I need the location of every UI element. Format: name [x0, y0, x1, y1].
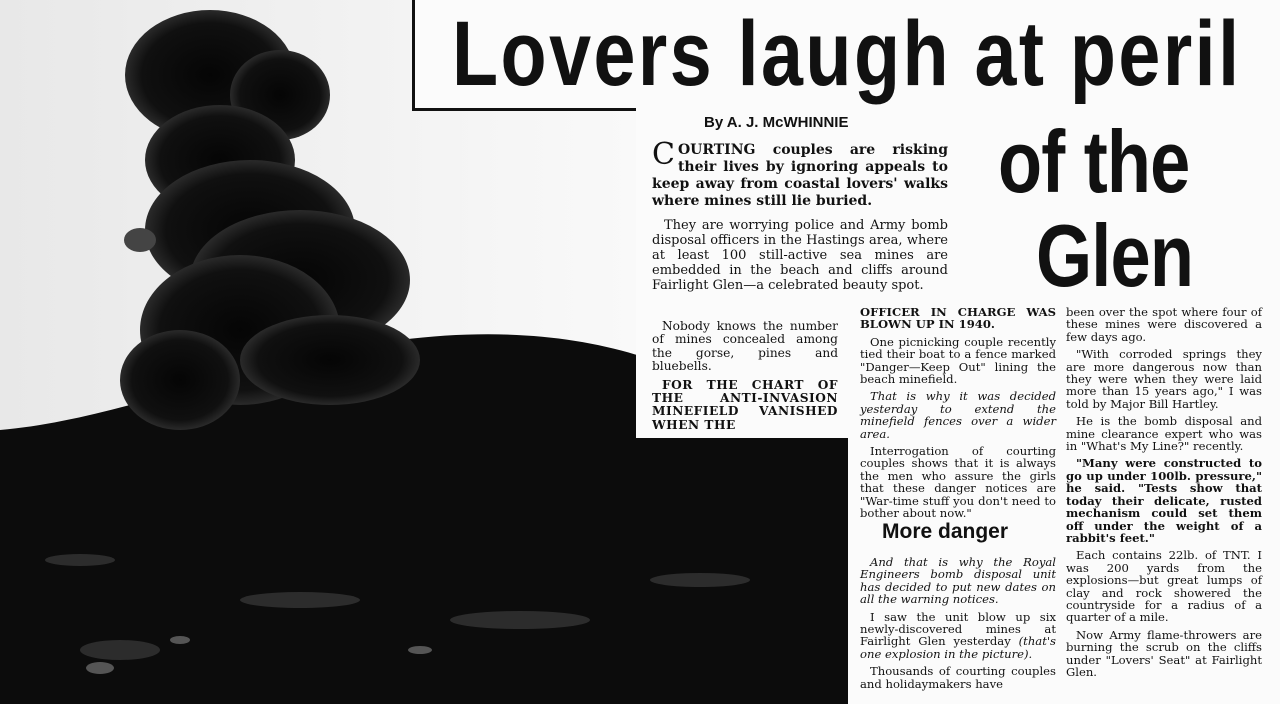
paragraph: Nobody knows the number of mines concealed among the gorse, pines and bluebells. — [652, 319, 838, 374]
paragraph: Each contains 22lb. of TNT. I was 200 yards from the explosions—but great lumps of clay and rock showered the countryside for a radius of a quarter of a mile. — [1066, 548, 1262, 625]
article-column-2 — [860, 306, 1056, 525]
lead-paragraph — [652, 137, 948, 210]
paragraph-italic: That is why it was decided yesterday to extend the minefield fences over a wider area. — [860, 389, 1056, 441]
paragraph: Now Army flame-throwers are burning the scrub on the cliffs under "Lovers' Seat" at Fairlight Glen. — [1066, 627, 1262, 679]
article-column-1 — [652, 218, 948, 298]
paragraph: One picnicking couple recently tied their boat to a fence marked "Danger—Keep Out" lining the beach minefield. — [860, 334, 1056, 387]
paragraph: They are worrying police and Army bomb disposal officers in the Hastings area, where at least 100 still-active sea mines are embedded in the beach and cliffs around Fairlight Glen—a celebrated beauty spot. — [652, 218, 948, 293]
paragraph-italic-text: (that's one explosion in the picture). — [860, 634, 1056, 661]
headline-line-1: Lovers laugh at peril — [452, 3, 1242, 105]
article-column-1-lower — [652, 320, 838, 437]
byline: By A. J. McWHINNIE — [704, 114, 849, 131]
paragraph: "With corroded springs they are more dangerous now than they were when they were laid more than 15 years ago," I was told by Major Bill Hartley. — [1066, 347, 1262, 411]
subheading: More danger — [882, 520, 1009, 543]
lead-text: OURTING couples are risking their lives by ignoring appeals to keep away from coastal lovers' walks where mines still lie buried. — [652, 142, 948, 209]
paragraph-text: I saw the unit blow up six newly-discovered mines at Fairlight Glen yesterday — [860, 609, 1056, 649]
drop-cap: C — [652, 137, 675, 172]
paragraph: Interrogation of courting couples shows that it is always the men who assure the girls that these danger notices are "War-time stuff you don't need to bother about now." — [860, 444, 1056, 521]
article-column-3 — [1066, 306, 1262, 683]
paragraph — [860, 611, 1056, 661]
paragraph: Thousands of courting couples and holidaymakers have — [860, 664, 1056, 691]
headline-line-3: Glen — [1036, 206, 1194, 305]
article-column-2-lower — [860, 556, 1056, 695]
paragraph: He is the bomb disposal and mine clearance expert who was in "What's My Line?" recently. — [1066, 414, 1262, 454]
headline-line-2: of the — [998, 112, 1190, 211]
paragraph-caps: OFFICER IN CHARGE WAS BLOWN UP IN 1940. — [860, 305, 1056, 332]
paragraph-bold: "Many were constructed to go up under 100lb. pressure," he said. "Tests show that today their delicate, rusted mechanism could set them off under the weight of a rabbit's feet." — [1066, 456, 1262, 545]
paragraph: been over the spot where four of these mines were discovered a few days ago. — [1066, 305, 1262, 344]
paragraph-caps: FOR THE CHART OF THE ANTI-INVASION MINEFIELD VANISHED WHEN THE — [652, 377, 838, 432]
paragraph-italic: And that is why the Royal Engineers bomb disposal unit has decided to put new dates on all the warning notices. — [860, 555, 1056, 607]
